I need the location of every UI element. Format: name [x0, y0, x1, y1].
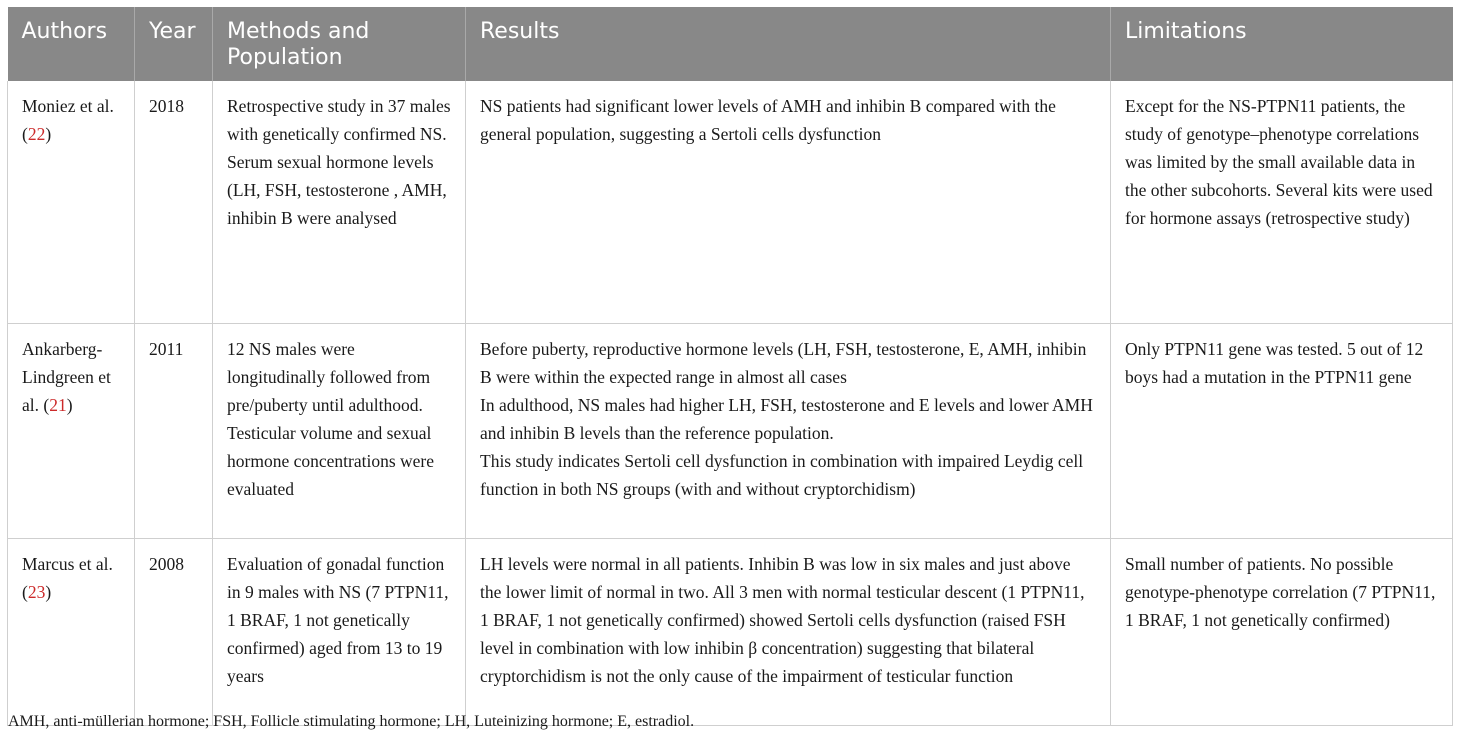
author-text: Moniez et al. (: [22, 96, 114, 144]
table-footnote: AMH, anti-müllerian hormone; FSH, Follicle stimulating hormone; LH, Luteinizing hormone; E, estradiol.: [8, 713, 695, 730]
results-line: This study indicates Sertoli cell dysfunction in combination with impaired Leydig cell function in both NS groups (with and without cryptorchidism): [480, 450, 1084, 499]
author-suffix: ): [45, 581, 52, 602]
cell-limitations: Except for the NS-PTPN11 patients, the study of genotype–phenotype correlations was limited by the small available data in the other subcohorts. Several kits were used for hormone assays (retrospective study): [1111, 81, 1453, 323]
author-text: Marcus et al. (: [22, 553, 113, 602]
table-row: [8, 81, 1453, 323]
header-year: Year: [135, 7, 213, 81]
reference-link[interactable]: 23: [27, 581, 46, 602]
header-results: Results: [466, 7, 1111, 81]
results-line: In adulthood, NS males had higher LH, FSH, testosterone and E levels and lower AMH and inhibin B levels than the reference population.: [480, 394, 1093, 443]
reference-link[interactable]: 21: [49, 394, 67, 415]
cell-results: [466, 323, 1111, 538]
table-header-row: [8, 7, 1453, 81]
cell-limitations: Only PTPN11 gene was tested. 5 out of 12 boys had a mutation in the PTPN11 gene: [1111, 323, 1453, 538]
cell-results: LH levels were normal in all patients. Inhibin B was low in six males and just above the lower limit of normal in two. All 3 men with normal testicular descent (1 PTPN11, 1 BRAF, 1 not genetically confirmed) showed Sertoli cells dysfunction (raised FSH level in combination with low inhibin β concentration) suggesting that bilateral cryptorchidism is not the only cause of the impairment of testicular function: [466, 538, 1111, 725]
cell-year: 2011: [135, 323, 213, 538]
author-suffix: ): [66, 394, 73, 415]
header-limitations: Limitations: [1111, 7, 1453, 81]
table-container: [7, 7, 1452, 726]
cell-year: 2018: [135, 81, 213, 323]
header-authors: Authors: [8, 7, 135, 81]
results-line: Before puberty, reproductive hormone levels (LH, FSH, testosterone, E, AMH, inhibin B were within the expected range in almost all cases: [480, 338, 1087, 387]
cell-limitations: Small number of patients. No possible genotype-phenotype correlation (7 PTPN11, 1 BRAF, 1 not genetically confirmed): [1111, 538, 1453, 725]
cell-methods: 12 NS males were longitudinally followed from pre/puberty until adulthood. Testicular volume and sexual hormone concentrations were evaluated: [213, 323, 466, 538]
table-row: [8, 538, 1453, 725]
reference-link[interactable]: 22: [27, 124, 46, 144]
cell-authors: [8, 81, 135, 323]
header-methods: Methods and Population: [213, 7, 466, 81]
cell-methods: Retrospective study in 37 males with genetically confirmed NS. Serum sexual hormone levels (LH, FSH, testosterone , AMH, inhibin B were analysed: [213, 81, 466, 323]
cell-authors: [8, 323, 135, 538]
cell-methods: Evaluation of gonadal function in 9 males with NS (7 PTPN11, 1 BRAF, 1 not genetically confirmed) aged from 13 to 19 years: [213, 538, 466, 725]
author-suffix: ): [45, 124, 52, 144]
studies-table: [7, 7, 1453, 726]
cell-authors: [8, 538, 135, 725]
table-row: [8, 323, 1453, 538]
cell-results: NS patients had significant lower levels of AMH and inhibin B compared with the general population, suggesting a Sertoli cells dysfunction: [466, 81, 1111, 323]
author-text: Ankarberg-Lindgreen et al. (: [22, 338, 111, 415]
cell-year: 2008: [135, 538, 213, 725]
